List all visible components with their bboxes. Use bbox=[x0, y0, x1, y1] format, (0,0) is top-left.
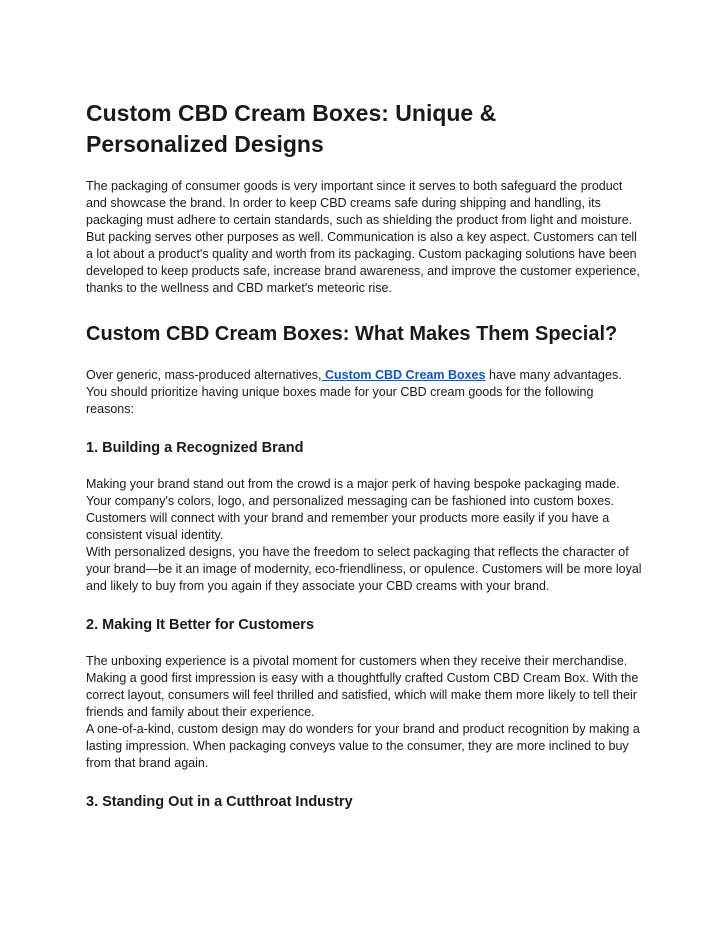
subsection-body-2 bbox=[86, 653, 642, 772]
body-paragraph: With personalized designs, you have the freedom to select packaging that reflects the character of your brand—be it an image of modernity, eco-friendliness, or opulence. Customers will be more loyal and likely to buy from you again if they associate your CBD creams with your brand. bbox=[86, 545, 642, 593]
subsection-heading-1: 1. Building a Recognized Brand bbox=[86, 440, 304, 456]
subsection-body-1 bbox=[86, 476, 642, 595]
body-paragraph: A one-of-a-kind, custom design may do wonders for your brand and product recognition by making a lasting impression. When packaging conveys value to the consumer, they are more inclined to buy from that brand again. bbox=[86, 722, 640, 770]
section-heading: Custom CBD Cream Boxes: What Makes Them Special? bbox=[86, 323, 618, 345]
intro-section bbox=[86, 178, 642, 297]
section-lead-paragraph bbox=[86, 367, 642, 418]
section-lead bbox=[86, 367, 642, 418]
document-page bbox=[86, 98, 642, 830]
custom-cbd-cream-boxes-link[interactable]: Custom CBD Cream Boxes bbox=[321, 368, 486, 382]
body-paragraph: The unboxing experience is a pivotal moment for customers when they receive their merchandise. Making a good first impression is easy with a thoughtfully crafted Custom CBD Cream Box. With the correct layout, consumers will feel thrilled and satisfied, which will make them more likely to tell their friends and family about their experience. bbox=[86, 654, 639, 719]
intro-paragraph: But packing serves other purposes as well. Communication is also a key aspect. Customers can tell a lot about a product's quality and worth from its packaging. Custom packaging solutions have been developed to keep products safe, increase brand awareness, and improve the customer experience, thanks to the wellness and CBD market's meteoric rise. bbox=[86, 230, 640, 295]
lead-text-after: have many advantages. You should prioritize having unique boxes made for your CBD cream goods for the following reasons: bbox=[86, 368, 622, 416]
lead-text-before: Over generic, mass-produced alternatives, bbox=[86, 368, 322, 382]
body-paragraph: Making your brand stand out from the crowd is a major perk of having bespoke packaging made. Your company's colors, logo, and personalized messaging can be fashioned into custom boxes. Customers will connect with your brand and remember your products more easily if you have a consistent visual identity. bbox=[86, 477, 620, 542]
intro-paragraph: The packaging of consumer goods is very important since it serves to both safeguard the product and showcase the brand. In order to keep CBD creams safe during shipping and handling, its packaging must adhere to certain standards, such as shielding the product from light and moisture. bbox=[86, 179, 633, 227]
document-title: Custom CBD Cream Boxes: Unique & Personalized Designs bbox=[86, 100, 497, 157]
subsection-heading-2: 2. Making It Better for Customers bbox=[86, 617, 315, 633]
subsection-heading-3: 3. Standing Out in a Cutthroat Industry bbox=[86, 794, 353, 810]
